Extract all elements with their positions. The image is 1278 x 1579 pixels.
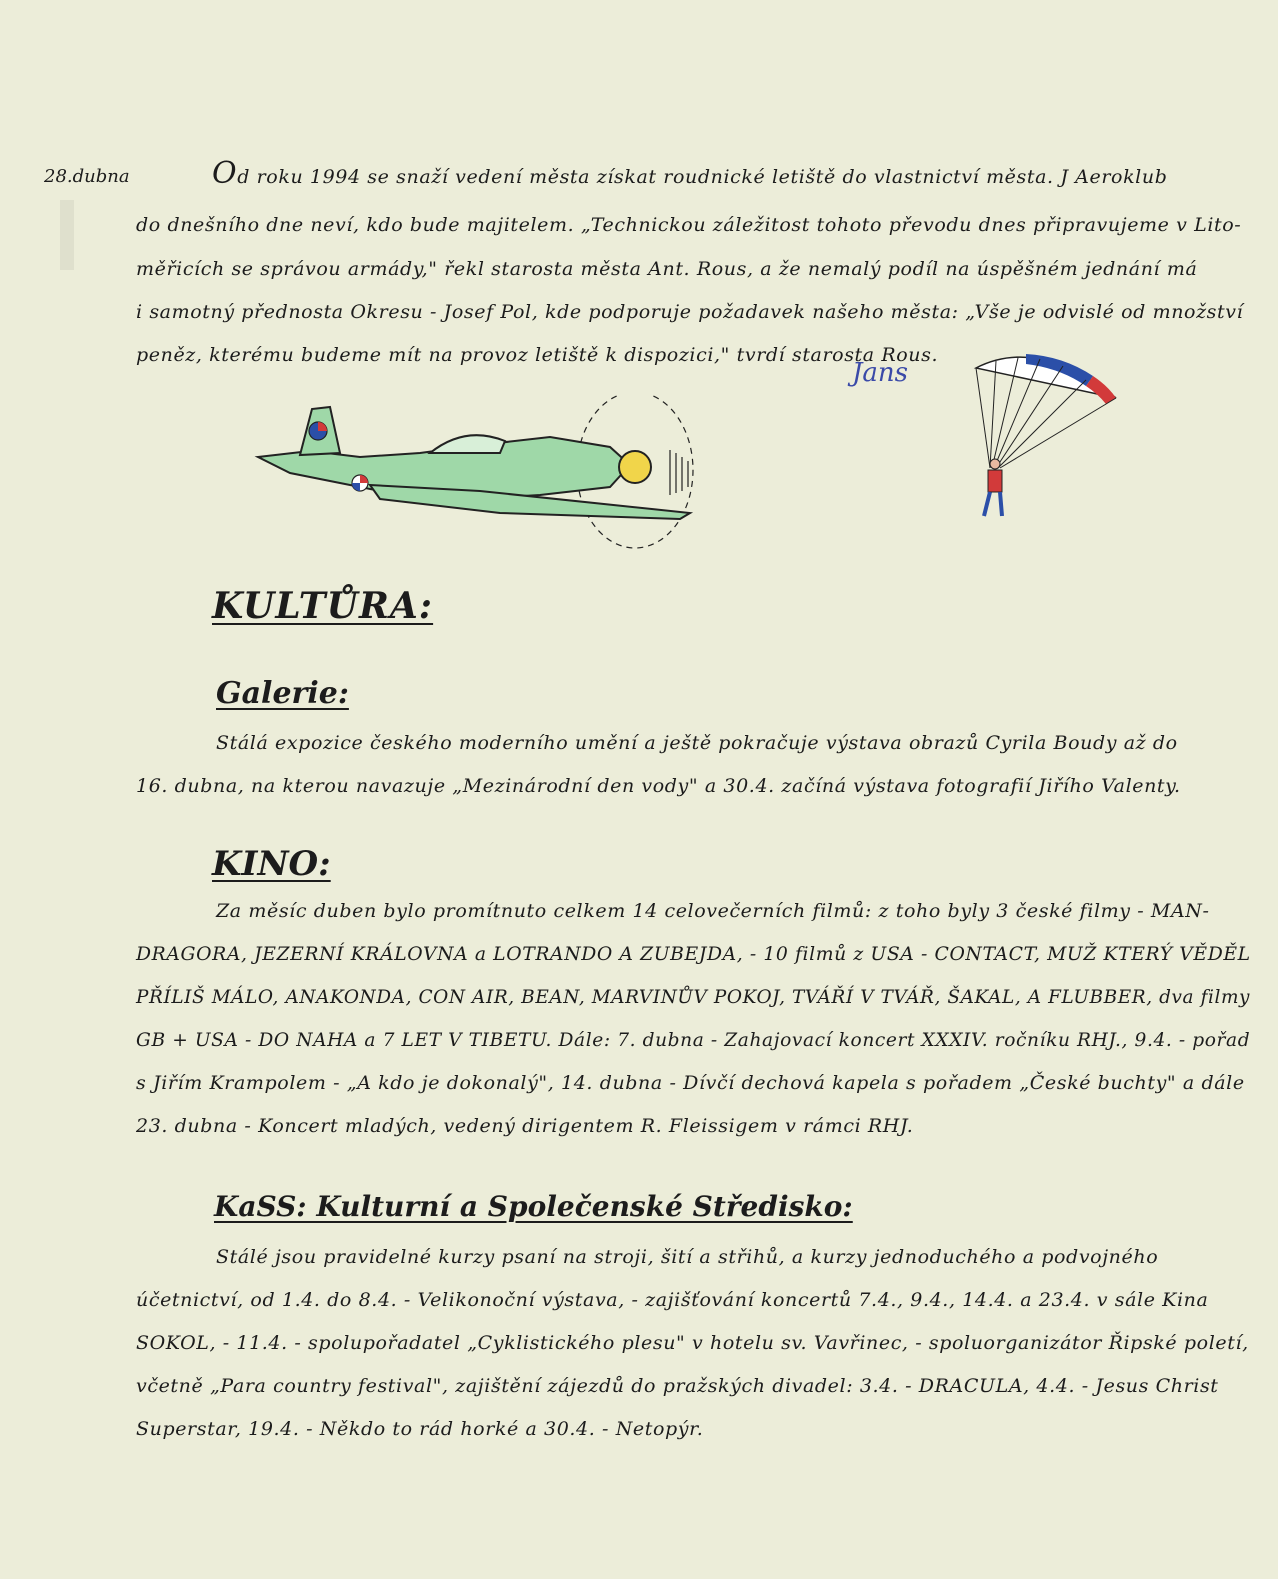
galerie-line-2: 16. dubna, na kterou navazuje „Mezinárodní den vody" a 30.4. začíná výstava fotografií Jiřího Valenty. [136,775,1181,797]
jumper-head-icon [990,459,1000,469]
kino-line-4: GB + USA - DO NAHA a 7 LET V TIBETU. Dále: 7. dubna - Zahajovací koncert XXXIV. ročníku RHJ., 9.4. - pořad [136,1029,1251,1051]
kino-line-5: s Jiřím Krampolem - „A kdo je dokonalý", 14. dubna - Dívčí dechová kapela s pořadem „České buchty" a dále [136,1072,1245,1094]
jumper-legs-icon [984,492,1002,516]
kino-line-3: PŘÍLIŠ MÁLO, ANAKONDA, CON AIR, BEAN, MARVINŮV POKOJ, TVÁŘÍ V TVÁŘ, ŠAKAL, A FLUBBER, dva filmy [136,986,1251,1008]
airplane-drawing [250,395,710,555]
intro-line-1: Od roku 1994 se snaží vedení města získat roudnické letiště do vlastnictví města. J Aeroklub [212,156,1168,191]
galerie-line-1: Stálá expozice českého moderního umění a ještě pokračuje výstava obrazů Cyrila Boudy až do [216,732,1178,754]
kass-line-2: účetnictví, od 1.4. do 8.4. - Velikonoční výstava, - zajišťování koncertů 7.4., 9.4., 14.4. a 23.4. v sále Kina [136,1289,1209,1311]
entry-date: 28.dubna [44,166,130,187]
kino-line-1: Za měsíc duben bylo promítnuto celkem 14 celovečerních filmů: z toho byly 3 české filmy - MAN- [216,900,1210,922]
kino-line-6: 23. dubna - Koncert mladých, vedený dirigentem R. Fleissigem v rámci RHJ. [136,1115,914,1137]
kino-line-2: DRAGORA, JEZERNÍ KRÁLOVNA a LOTRANDO A ZUBEJDA, - 10 filmů z USA - CONTACT, MUŽ KTERÝ VĚDĚL [136,943,1251,965]
intro-line-3: měřicích se správou armády," řekl starosta města Ant. Rous, a že nemalý podíl na úspěšném jednání má [136,258,1198,280]
kass-line-1: Stálé jsou pravidelné kurzy psaní na stroji, šití a střihů, a kurzy jednoduchého a podvojného [216,1246,1159,1268]
cockpit-canopy-icon [430,435,505,453]
section-title-galerie: Galerie: [216,676,349,711]
spinner-icon [619,451,651,483]
kass-line-4: včetně „Para country festival", zajištění zájezdů do pražských divadel: 3.4. - DRACULA, 4.4. - Jesus Christ [136,1375,1219,1397]
intro-line-5: peněz, kterému budeme mít na provoz letiště k dispozici," tvrdí starosta Rous. [136,344,939,366]
kass-line-5: Superstar, 19.4. - Někdo to rád horké a 30.4. - Netopýr. [136,1418,704,1440]
intro-line-2: do dnešního dne neví, kdo bude majitelem. „Technickou záležitost tohoto převodu dnes připravujeme v Lito- [136,214,1242,236]
intro-line-4: i samotný přednosta Okresu - Josef Pol, kde podporuje požadavek našeho města: „Vše je odvislé od množství [136,301,1244,323]
parachutist-drawing [968,346,1128,526]
signature: Jans [852,358,909,388]
bleed-through-mark [60,200,74,270]
section-title-kultura: KULTŮRA: [212,585,434,627]
section-title-kass: KaSS: Kulturní a Společenské Středisko: [214,1190,853,1223]
kass-line-3: SOKOL, - 11.4. - spolupořadatel „Cyklistického plesu" v hotelu sv. Vavřinec, - spoluorganizátor Řipské poletí, [136,1332,1249,1354]
intro-initial: O [212,156,238,191]
jumper-body-icon [988,470,1002,492]
section-title-kino: KINO: [212,844,331,884]
roundel-body-blue-icon [352,483,360,491]
